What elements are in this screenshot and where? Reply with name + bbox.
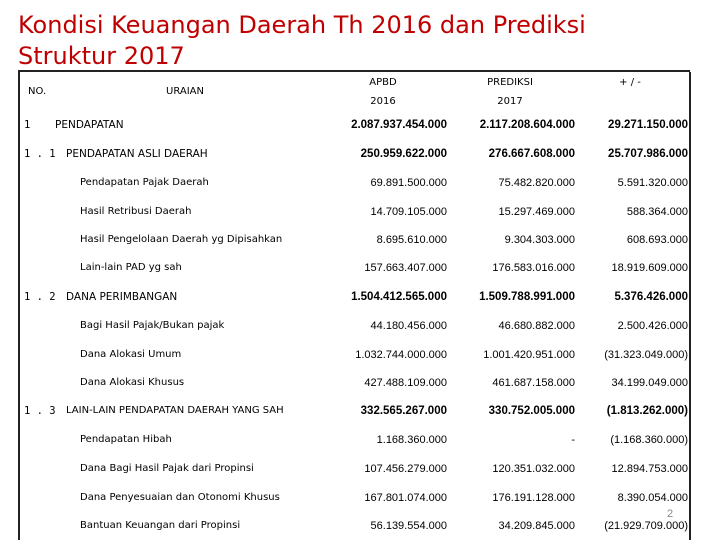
row-diff: 34.199.049.000 [611, 377, 688, 389]
row-prediksi: - [571, 434, 575, 446]
row-apbd: 250.959.622.000 [360, 148, 447, 160]
page-number: 2 [667, 508, 674, 520]
row-apbd: 56.139.554.000 [370, 520, 447, 532]
row-diff: 608.693.000 [626, 234, 688, 246]
table-right-border [689, 72, 691, 540]
row-apbd: 8.695.610.000 [376, 234, 447, 246]
row-no: 1 . 3 [24, 405, 56, 417]
row-apbd: 1.504.412.565.000 [351, 291, 447, 303]
row-apbd: 157.663.407.000 [364, 262, 447, 274]
row-diff: 588.364.000 [626, 206, 688, 218]
row-diff: 2.500.426.000 [617, 320, 688, 332]
page-title: Kondisi Keuangan Daerah Th 2016 dan Prediksi Struktur 2017 [18, 11, 586, 70]
row-prediksi: 120.351.032.000 [492, 463, 575, 475]
row-diff: 12.894.753.000 [611, 463, 688, 475]
row-prediksi: 276.667.608.000 [488, 148, 575, 160]
row-apbd: 1.168.360.000 [376, 434, 447, 446]
row-label: Pendapatan Pajak Daerah [80, 177, 209, 188]
row-label: Pendapatan Hibah [80, 434, 172, 445]
row-prediksi: 46.680.882.000 [498, 320, 575, 332]
header-prediksi-year: 2017 [497, 96, 523, 107]
row-prediksi: 176.583.016.000 [492, 262, 575, 274]
row-label: PENDAPATAN [55, 119, 124, 131]
row-label: DANA PERIMBANGAN [66, 291, 178, 303]
row-prediksi: 1.509.788.991.000 [479, 291, 575, 303]
row-no: 1 [24, 119, 31, 131]
row-prediksi: 461.687.158.000 [492, 377, 575, 389]
row-apbd: 69.891.500.000 [370, 177, 447, 189]
row-diff: 29.271.150.000 [608, 119, 688, 131]
row-prediksi: 1.001.420.951.000 [483, 349, 575, 361]
row-prediksi: 2.117.208.604.000 [479, 119, 575, 131]
row-apbd: 167.801.074.000 [364, 492, 447, 504]
row-label: Bantuan Keuangan dari Propinsi [80, 520, 241, 531]
row-label: Lain-lain PAD yg sah [80, 262, 182, 273]
row-prediksi: 34.209.845.000 [498, 520, 575, 532]
row-diff: (21.929.709.000) [604, 520, 688, 532]
row-prediksi: 176.191.128.000 [492, 492, 575, 504]
header-prediksi: PREDIKSI [487, 77, 533, 88]
row-label: Dana Penyesuaian dan Otonomi Khusus [80, 492, 280, 503]
header-apbd: APBD [369, 77, 397, 88]
row-no: 1 . 1 [24, 148, 56, 160]
row-apbd: 44.180.456.000 [370, 320, 447, 332]
row-no: 1 . 2 [24, 291, 56, 303]
row-label: Dana Bagi Hasil Pajak dari Propinsi [80, 463, 254, 474]
row-prediksi: 15.297.469.000 [498, 206, 575, 218]
row-diff: (31.323.049.000) [604, 349, 688, 361]
header-diff: + / - [619, 77, 641, 88]
row-prediksi: 9.304.303.000 [504, 234, 575, 246]
row-diff: (1.168.360.000) [610, 434, 688, 446]
row-apbd: 1.032.744.000.000 [355, 349, 447, 361]
table-top-border [18, 70, 690, 72]
row-apbd: 2.087.937.454.000 [351, 119, 447, 131]
row-label: Dana Alokasi Khusus [80, 377, 185, 388]
row-diff: 5.376.426.000 [614, 291, 688, 303]
row-label: Hasil Retribusi Daerah [80, 206, 192, 217]
row-label: Hasil Pengelolaan Daerah yg Dipisahkan [80, 234, 283, 245]
header-uraian: URAIAN [166, 86, 204, 97]
row-apbd: 107.456.279.000 [364, 463, 447, 475]
row-label: LAIN-LAIN PENDAPATAN DAERAH YANG SAH [66, 405, 284, 416]
header-no: NO. [28, 86, 47, 97]
row-apbd: 332.565.267.000 [360, 405, 447, 417]
row-label: Dana Alokasi Umum [80, 349, 182, 360]
row-label: PENDAPATAN ASLI DAERAH [66, 148, 208, 160]
row-apbd: 14.709.105.000 [370, 206, 447, 218]
row-diff: 8.390.054.000 [617, 492, 688, 504]
row-diff: (1.813.262.000) [606, 405, 688, 417]
row-prediksi: 330.752.005.000 [488, 405, 575, 417]
table-left-border [18, 72, 20, 540]
row-label: Bagi Hasil Pajak/Bukan pajak [80, 320, 225, 331]
row-diff: 5.591.320.000 [617, 177, 688, 189]
header-apbd-year: 2016 [370, 96, 396, 107]
row-diff: 25.707.986.000 [608, 148, 688, 160]
row-apbd: 427.488.109.000 [364, 377, 447, 389]
row-diff: 18.919.609.000 [611, 262, 688, 274]
row-prediksi: 75.482.820.000 [498, 177, 575, 189]
